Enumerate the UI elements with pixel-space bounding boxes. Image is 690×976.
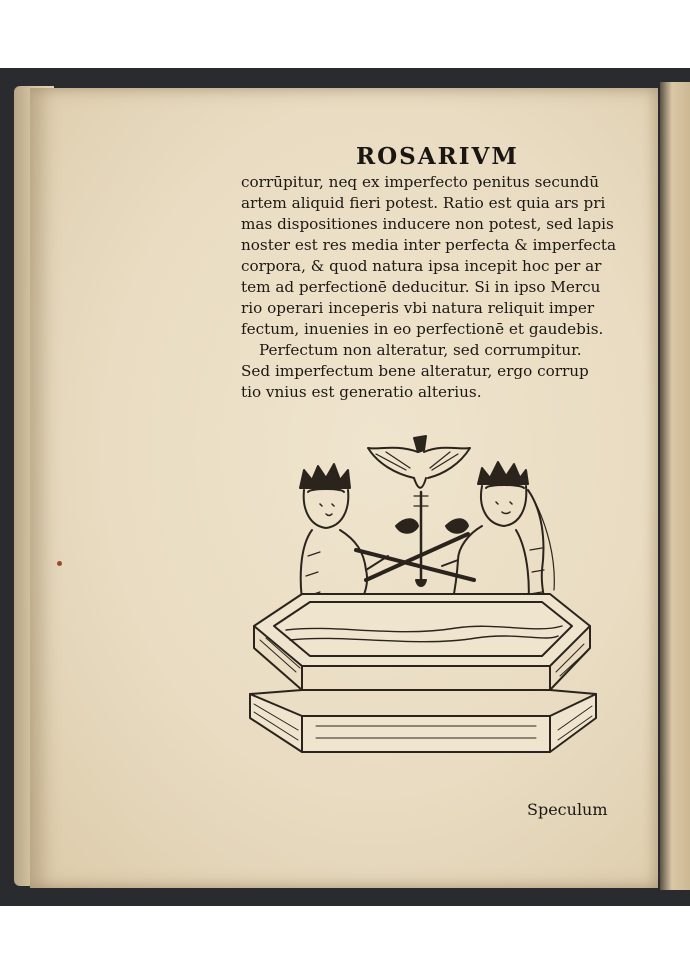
text-line: mas dispositiones inducere non potest, sed lapis [241,215,614,233]
page-stack-right [660,82,690,890]
text-line: corpora, & quod natura ipsa incepit hoc per ar [241,257,602,275]
text-line: corrūpitur, neq ex imperfecto penitus secundū [241,173,599,191]
text-line: tio vnius est generatio alterius. [241,383,482,401]
text-line: artem aliquid fieri potest. Ratio est quia ars pri [241,194,606,212]
text-line: noster est res media inter perfecta & imperfecta [241,236,617,254]
text-line: Perfectum non alteratur, sed corrumpitur. [259,341,582,359]
text-line: Sed imperfectum bene alteratur, ergo corrup [241,362,589,380]
catchword: Speculum [527,800,608,819]
fountain-basin [250,594,596,752]
woodcut-illustration [246,430,602,780]
text-line: rio operari inceperis vbi natura reliquit imper [241,299,595,317]
paper-stain [57,561,62,566]
body-text [241,172,631,403]
running-head: ROSARIVM [356,143,519,170]
text-line: tem ad perfectionē deducitur. Si in ipso Mercu [241,278,601,296]
text-line: fectum, inuenies in eo perfectionē et gaudebis. [241,320,604,338]
